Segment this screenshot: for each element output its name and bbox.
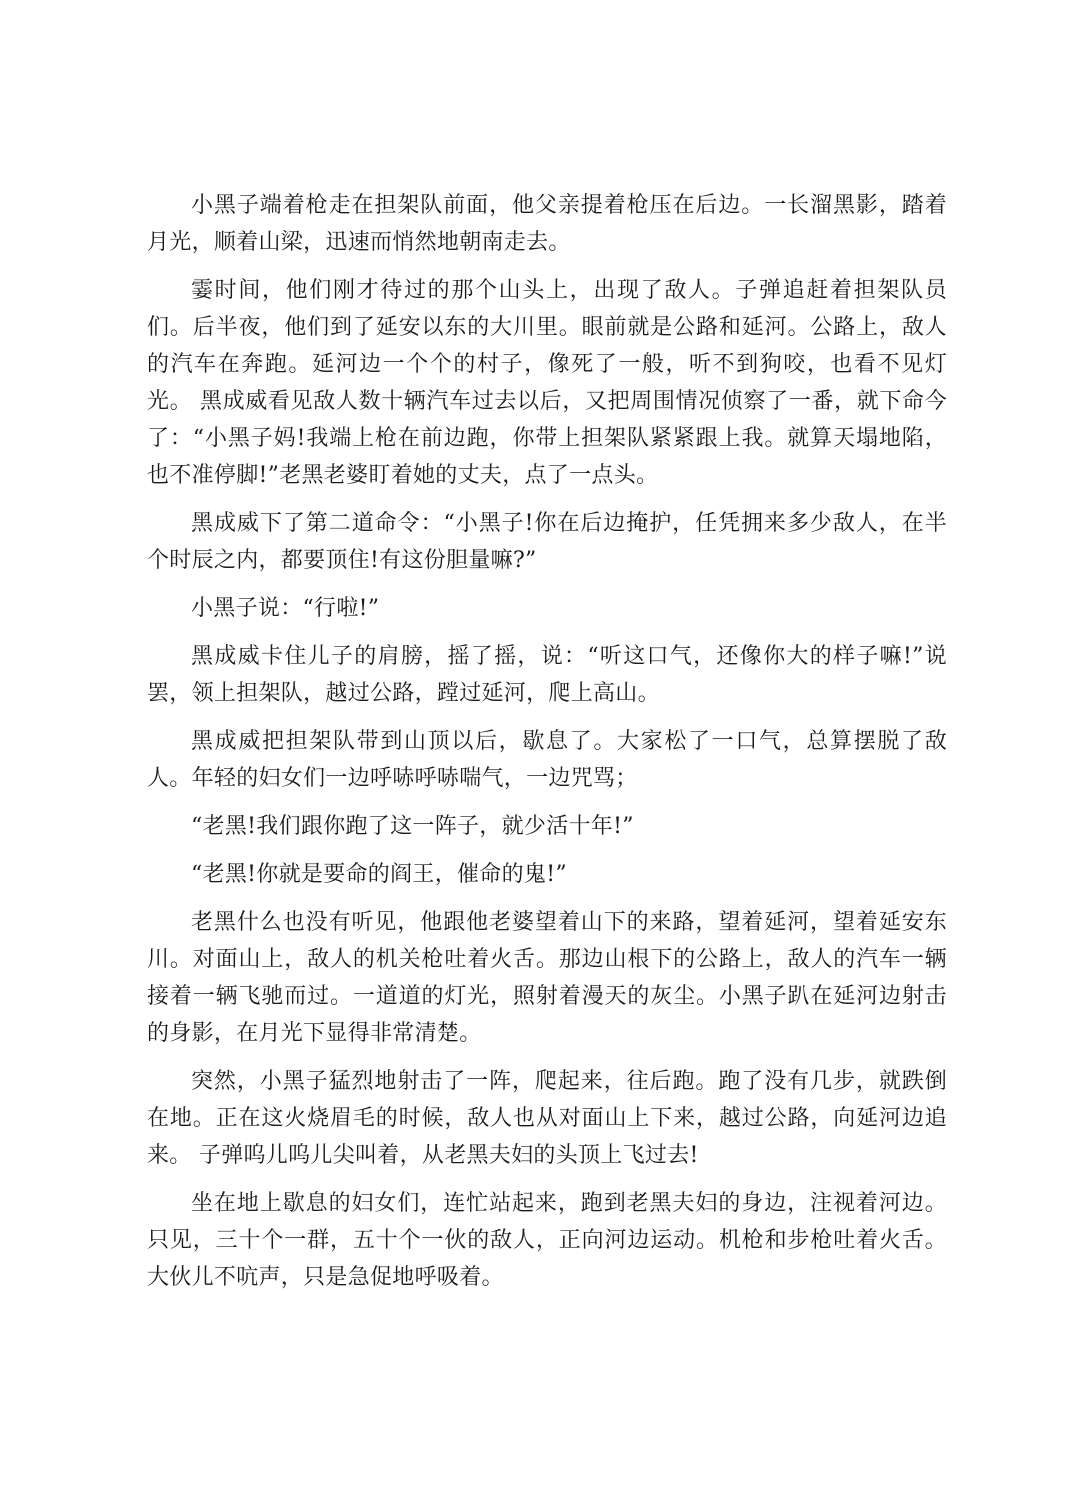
paragraph-2: 霎时间，他们刚才待过的那个山头上，出现了敌人。子弹追赶着担架队员们。后半夜，他们到了延安以东的大川里。眼前就是公路和延河。公路上，敌人的汽车在奔跑。延河边一个个的村子，像死了一般，听不到狗咬，也看不见灯光。 黑成威看见敌人数十辆汽车过去以后，又把周围情况侦察了一番，就下命今了：“小黑子妈!我端上枪在前边跑，你带上担架队紧紧跟上我。就算天塌地陷，也不准停脚!”老黑老婆盯着她的丈夫，点了一点头。	[147, 278, 947, 488]
article-body	[147, 187, 947, 1307]
paragraph-8: “老黑!你就是要命的阎王，催命的鬼!”	[191, 862, 567, 887]
paragraph-4: 小黑子说：“行啦!”	[191, 596, 380, 621]
paragraph-1: 小黑子端着枪走在担架队前面，他父亲提着枪压在后边。一长溜黑影，踏着月光，顺着山梁，迅速而悄然地朝南走去。	[147, 193, 947, 255]
paragraph-11: 坐在地上歇息的妇女们，连忙站起来，跑到老黑夫妇的身边，注视着河边。只见，三十个一群，五十个一伙的敌人，正向河边运动。机枪和步枪吐着火舌。大伙儿不吭声，只是急促地呼吸着。	[147, 1191, 947, 1290]
paragraph-7: “老黑!我们跟你跑了这一阵子，就少活十年!”	[191, 814, 634, 839]
paragraph-5: 黑成威卡住儿子的肩膀，摇了摇，说：“听这口气，还像你大的样子嘛!”说罢，领上担架队，越过公路，蹚过延河，爬上高山。	[147, 644, 947, 706]
paragraph-9: 老黑什么也没有听见，他跟他老婆望着山下的来路，望着延河，望着延安东川。对面山上，敌人的机关枪吐着火舌。那边山根下的公路上，敌人的汽车一辆接着一辆飞驰而过。一道道的灯光，照射着漫天的灰尘。小黑子趴在延河边射击的身影，在月光下显得非常清楚。	[147, 910, 947, 1046]
paragraph-6: 黑成威把担架队带到山顶以后，歇息了。大家松了一口气，总算摆脱了敌人。年轻的妇女们一边呼哧呼哧喘气，一边咒骂；	[147, 729, 947, 791]
paragraph-3: 黑成威下了第二道命令：“小黑子!你在后边掩护，任凭拥来多少敌人，在半个时辰之内，都要顶住!有这份胆量嘛?”	[147, 511, 947, 573]
paragraph-10: 突然，小黑子猛烈地射击了一阵，爬起来，往后跑。跑了没有几步，就跌倒在地。正在这火烧眉毛的时候，敌人也从对面山上下来，越过公路，向延河边追来。 子弹呜儿呜儿尖叫着，从老黑夫妇的头顶上飞过去!	[147, 1069, 947, 1168]
